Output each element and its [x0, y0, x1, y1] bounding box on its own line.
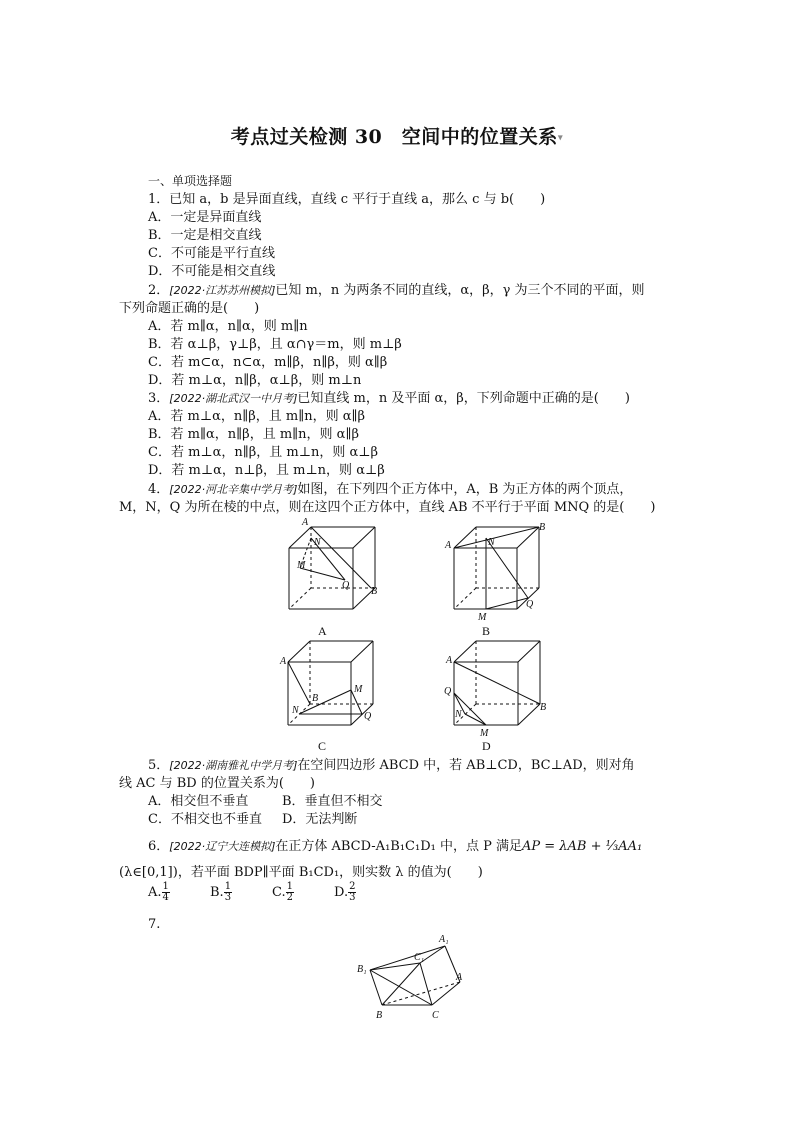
q7-label-a1: A₁	[439, 934, 449, 945]
q5-stem-a: 在空间四边形 ABCD 中，若 AB⊥CD，BC⊥AD，则对角	[297, 758, 635, 773]
fig-caption-c: C	[318, 739, 327, 753]
q5-option-c: C．不相交也不垂直	[148, 812, 262, 827]
q6-stem-line1	[148, 838, 642, 855]
fig-b-label-q: Q	[526, 599, 534, 610]
q6-option-d: D. $\frac{2}{3}$	[334, 881, 356, 903]
q5-option-b: B．垂直但不相交	[282, 794, 383, 809]
q1-option-b: B．一定是相交直线	[148, 228, 262, 243]
q6-number: 6．	[148, 839, 170, 854]
q3-option-c: C．若 m⊥α，n∥β，且 m⊥n，则 α⊥β	[148, 445, 379, 460]
q5-number: 5．	[148, 758, 170, 773]
q2-option-d: D．若 m⊥α，n∥β，α⊥β，则 m⊥n	[148, 373, 362, 388]
q6-option-b: B. $\frac{1}{3}$	[210, 881, 232, 903]
q5-option-d: D．无法判断	[282, 812, 358, 827]
cube-figure-b	[454, 527, 539, 609]
fig-a-label-m: M	[297, 560, 306, 571]
fig-d-label-q: Q	[444, 686, 452, 697]
q3-option-d: D．若 m⊥α，n⊥β，且 m⊥n，则 α⊥β	[148, 463, 385, 478]
fig-c-label-m: M	[354, 684, 363, 695]
fig-d-label-b: B	[540, 702, 547, 713]
fig-a-label-b: B	[371, 586, 378, 597]
q3-number: 3．	[148, 391, 170, 406]
fig-caption-b: B	[482, 624, 491, 638]
q7-label-b1: B₁	[357, 964, 367, 975]
fig-c-label-a: A	[280, 656, 287, 667]
q3-stem-text: 已知直线 m，n 及平面 α，β，下列命题中正确的是( )	[297, 391, 630, 406]
q4-stem-a: 如图，在下列四个正方体中，A，B 为正方体的两个顶点，	[297, 482, 633, 497]
fig-b-label-m: M	[478, 612, 487, 623]
fig-caption-d: D	[482, 739, 491, 753]
q2-option-c: C．若 m⊂α，n⊂α，m∥β，n∥β，则 α∥β	[148, 355, 388, 370]
fig-a-label-n: N	[314, 537, 321, 548]
q1-stem: 1．已知 a，b 是异面直线，直线 c 平行于直线 a，那么 c 与 b( )	[148, 192, 546, 207]
cube-figure-d	[454, 641, 540, 725]
fig-a-label-a: A	[302, 517, 309, 528]
q6-vector-formula: AP = λAB + ⅓AA₁	[521, 839, 643, 854]
q1-option-c: C．不可能是平行直线	[148, 246, 275, 261]
q6-stem-line2: (λ∈[0,1])，若平面 BDP∥平面 B₁CD₁，则实数 λ 的值为( )	[119, 865, 483, 880]
q3-option-a: A．若 m⊥α，n∥β，且 m∥n，则 α∥β	[148, 409, 366, 424]
q2-option-a: A．若 m∥α，n∥α，则 m∥n	[148, 319, 308, 334]
q4-stem-line2: M，N，Q 为所在棱的中点，则在这四个正方体中，直线 AB 不平行于平面 MNQ 的是( )	[119, 500, 656, 515]
fig-d-label-a: A	[446, 655, 453, 666]
q6-source: [2022·辽宁大连模拟]	[169, 840, 276, 853]
q5-source: [2022·湖南雅礼中学月考]	[169, 759, 298, 772]
fig-caption-a: A	[318, 624, 327, 638]
fig-d-label-n: N	[455, 709, 462, 720]
q5-stem-line2: 线 AC 与 BD 的位置关系为( )	[119, 776, 315, 791]
cube-figure-c	[288, 641, 373, 725]
q6-options	[148, 882, 396, 916]
fig-c-label-n: N	[292, 705, 299, 716]
q2-number: 2．	[148, 283, 170, 298]
q7-label-c1: C₁	[414, 952, 425, 963]
q6-option-a: A. $\frac{1}{4}$	[148, 881, 169, 903]
title-text: 考点过关检测 30 空间中的位置关系	[230, 126, 558, 148]
q2-stem-a: 已知 m，n 为两条不同的直线，α，β，γ 为三个不同的平面，则	[275, 283, 645, 298]
q7-label-a: A	[456, 972, 463, 983]
q2-stem-line2: 下列命题正确的是( )	[119, 301, 260, 316]
q3-source: [2022·湖北武汉一中月考]	[169, 392, 298, 405]
fig-d-label-m: M	[480, 728, 489, 739]
dropdown-marker-icon[interactable]: ▾	[557, 132, 564, 144]
q4-number: 4．	[148, 482, 170, 497]
fig-c-label-b: B	[312, 693, 319, 704]
fig-b-label-n: N	[488, 537, 495, 548]
fig-a-label-q: Q	[342, 580, 350, 591]
fig-b-label-a: A	[445, 540, 452, 551]
fig-c-label-q: Q	[364, 711, 372, 722]
q6-stem-a: 在正方体 ABCD-A₁B₁C₁D₁ 中，点 P 满足	[275, 839, 522, 854]
q3-option-b: B．若 m∥α，n∥β，且 m∥n，则 α∥β	[148, 427, 359, 442]
q1-option-d: D．不可能是相交直线	[148, 264, 276, 279]
section-heading: 一、单项选择题	[148, 174, 233, 188]
q2-source: [2022·江苏苏州模拟]	[169, 284, 276, 297]
q5-stem-line1	[148, 757, 635, 774]
fig-b-label-b: B	[539, 522, 546, 533]
q7-number: 7.	[148, 917, 161, 932]
q7-label-b: B	[376, 1010, 383, 1021]
q6-option-c: C. $\frac{1}{2}$	[272, 881, 293, 903]
q7-label-c: C	[432, 1010, 439, 1021]
q1-option-a: A．一定是异面直线	[148, 210, 262, 225]
q4-source: [2022·河北辛集中学月考]	[169, 483, 298, 496]
q2-option-b: B．若 α⊥β，γ⊥β，且 α∩γ＝m，则 m⊥β	[148, 337, 402, 352]
q5-option-a: A．相交但不垂直	[148, 794, 249, 809]
